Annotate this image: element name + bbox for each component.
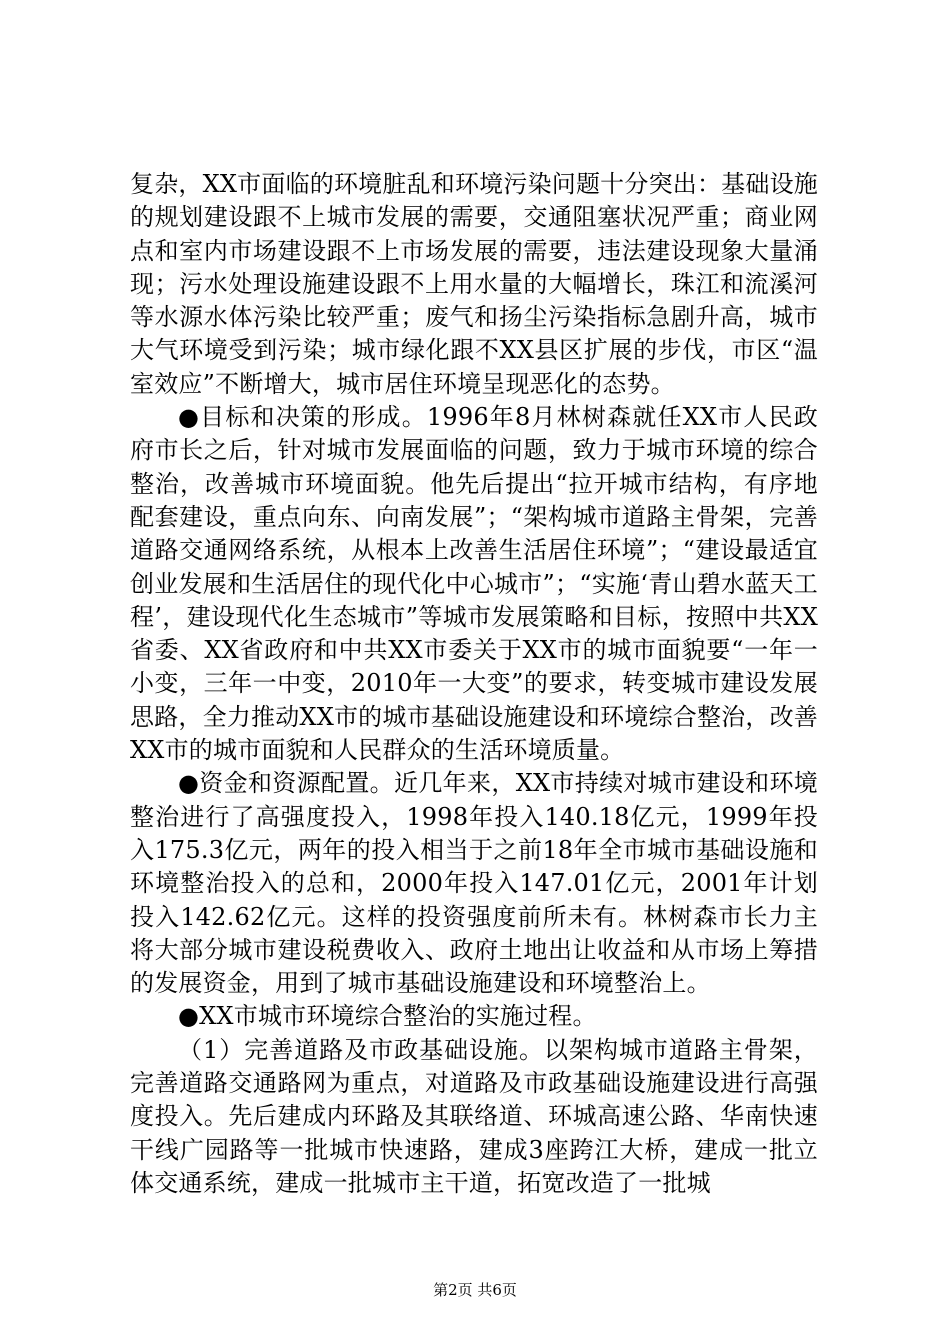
paragraph-implementation-heading: ●XX市城市环境综合整治的实施过程。 bbox=[178, 1002, 597, 1031]
paragraph-funding: ●资金和资源配置。近几年来，XX市持续对城市建设和环境整治进行了高强度投入，1998年投入140.18亿元，1999年投入175.3亿元，两年的投入相当于之前18年全市城市基础设施和环境整治投入的总和，2000年投入147.01亿元，2001年计划投入142.62亿元。这样的投资强度前所未有。林树森市长力主将大部分城市建设税费收入、政府土地出让收益和从市场上筹措的发展资金，用到了城市基础设施建设和环境整治上。 bbox=[130, 769, 818, 998]
document-body bbox=[130, 168, 818, 1200]
paragraph-goals-decisions: ●目标和决策的形成。1996年8月林树森就任XX市人民政府市长之后，针对城市发展面临的问题，致力于城市环境的综合整治，改善城市环境面貌。他先后提出“拉开城市结构，有序地配套建设，重点向东、向南发展”；“架构城市道路主骨架，完善道路交通网络系统，从根本上改善生活居住环境”；“建设最适宜创业发展和生活居住的现代化中心城市”；“实施‘青山碧水蓝天工程’，建设现代化生态城市”等城市发展策略和目标，按照中共XX省委、XX省政府和中共XX市委关于XX市的城市面貌要“一年一小变，三年一中变，2010年一大变”的要求，转变城市建设发展思路，全力推动XX市的城市基础设施建设和环境综合整治，改善XX市的城市面貌和人民群众的生活环境质量。 bbox=[130, 403, 818, 765]
paragraph-continuation: 复杂，XX市面临的环境脏乱和环境污染问题十分突出：基础设施的规划建设跟不上城市发展的需要，交通阻塞状况严重；商业网点和室内市场建设跟不上市场发展的需要，违法建设现象大量涌现；污水处理设施建设跟不上用水量的大幅增长，珠江和流溪河等水源水体污染比较严重；废气和扬尘污染指标急剧升高，城市大气环境受到污染；城市绿化跟不XX县区扩展的步伐，市区“温室效应”不断增大，城市居住环境呈现恶化的态势。 bbox=[130, 170, 818, 398]
page-footer: 第2页 共6页 bbox=[433, 1281, 517, 1299]
paragraph-roads-infrastructure: （1）完善道路及市政基础设施。以架构城市道路主骨架，完善道路交通路网为重点，对道路及市政基础设施建设进行高强度投入。先后建成内环路及其联络道、环城高速公路、华南快速干线广园路等一批城市快速路，建成3座跨江大桥，建成一批立体交通系统，建成一批城市主干道，拓宽改造了一批城 bbox=[130, 1035, 818, 1197]
